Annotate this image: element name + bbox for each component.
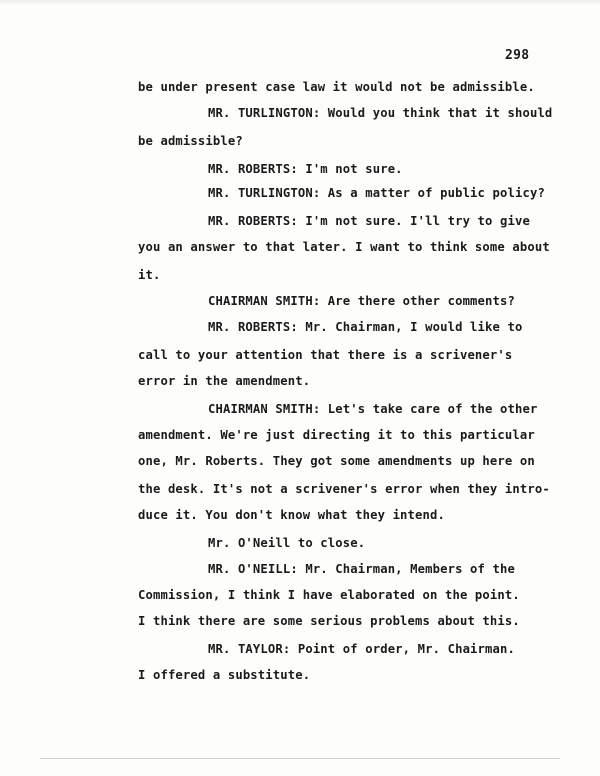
transcript-line: Commission, I think I have elaborated on the point. [138,588,520,602]
transcript-line: CHAIRMAN SMITH: Let's take care of the other [208,402,538,416]
page-number: 298 [505,48,530,63]
page-edge-rule [40,758,560,759]
transcript-line: be under present case law it would not be admissible. [138,80,535,94]
transcript-line: duce it. You don't know what they intend. [138,508,445,522]
transcript-line: one, Mr. Roberts. They got some amendments up here on [138,454,535,468]
transcript-line: MR. ROBERTS: I'm not sure. I'll try to give [208,214,530,228]
transcript-line: MR. O'NEILL: Mr. Chairman, Members of the [208,562,515,576]
transcript-line: CHAIRMAN SMITH: Are there other comments? [208,294,515,308]
transcript-line: MR. ROBERTS: Mr. Chairman, I would like to [208,320,523,334]
transcript-line: call to your attention that there is a scrivener's [138,348,513,362]
transcript-line: Mr. O'Neill to close. [208,536,366,550]
transcript-line: error in the amendment. [138,374,311,388]
transcript-line: MR. TURLINGTON: As a matter of public policy? [208,186,545,200]
transcript-line: amendment. We're just directing it to this particular [138,428,535,442]
transcript-line: it. [138,268,161,282]
transcript-line: the desk. It's not a scrivener's error when they intro- [138,482,550,496]
transcript-line: I think there are some serious problems about this. [138,614,520,628]
transcript-line: I offered a substitute. [138,668,311,682]
transcript-line: MR. TURLINGTON: Would you think that it should [208,106,553,120]
transcript-line: you an answer to that later. I want to think some about [138,240,550,254]
transcript-line: be admissible? [138,134,243,148]
transcript-line: MR. ROBERTS: I'm not sure. [208,162,403,176]
transcript-line: MR. TAYLOR: Point of order, Mr. Chairman. [208,642,515,656]
scan-edge [0,0,600,6]
